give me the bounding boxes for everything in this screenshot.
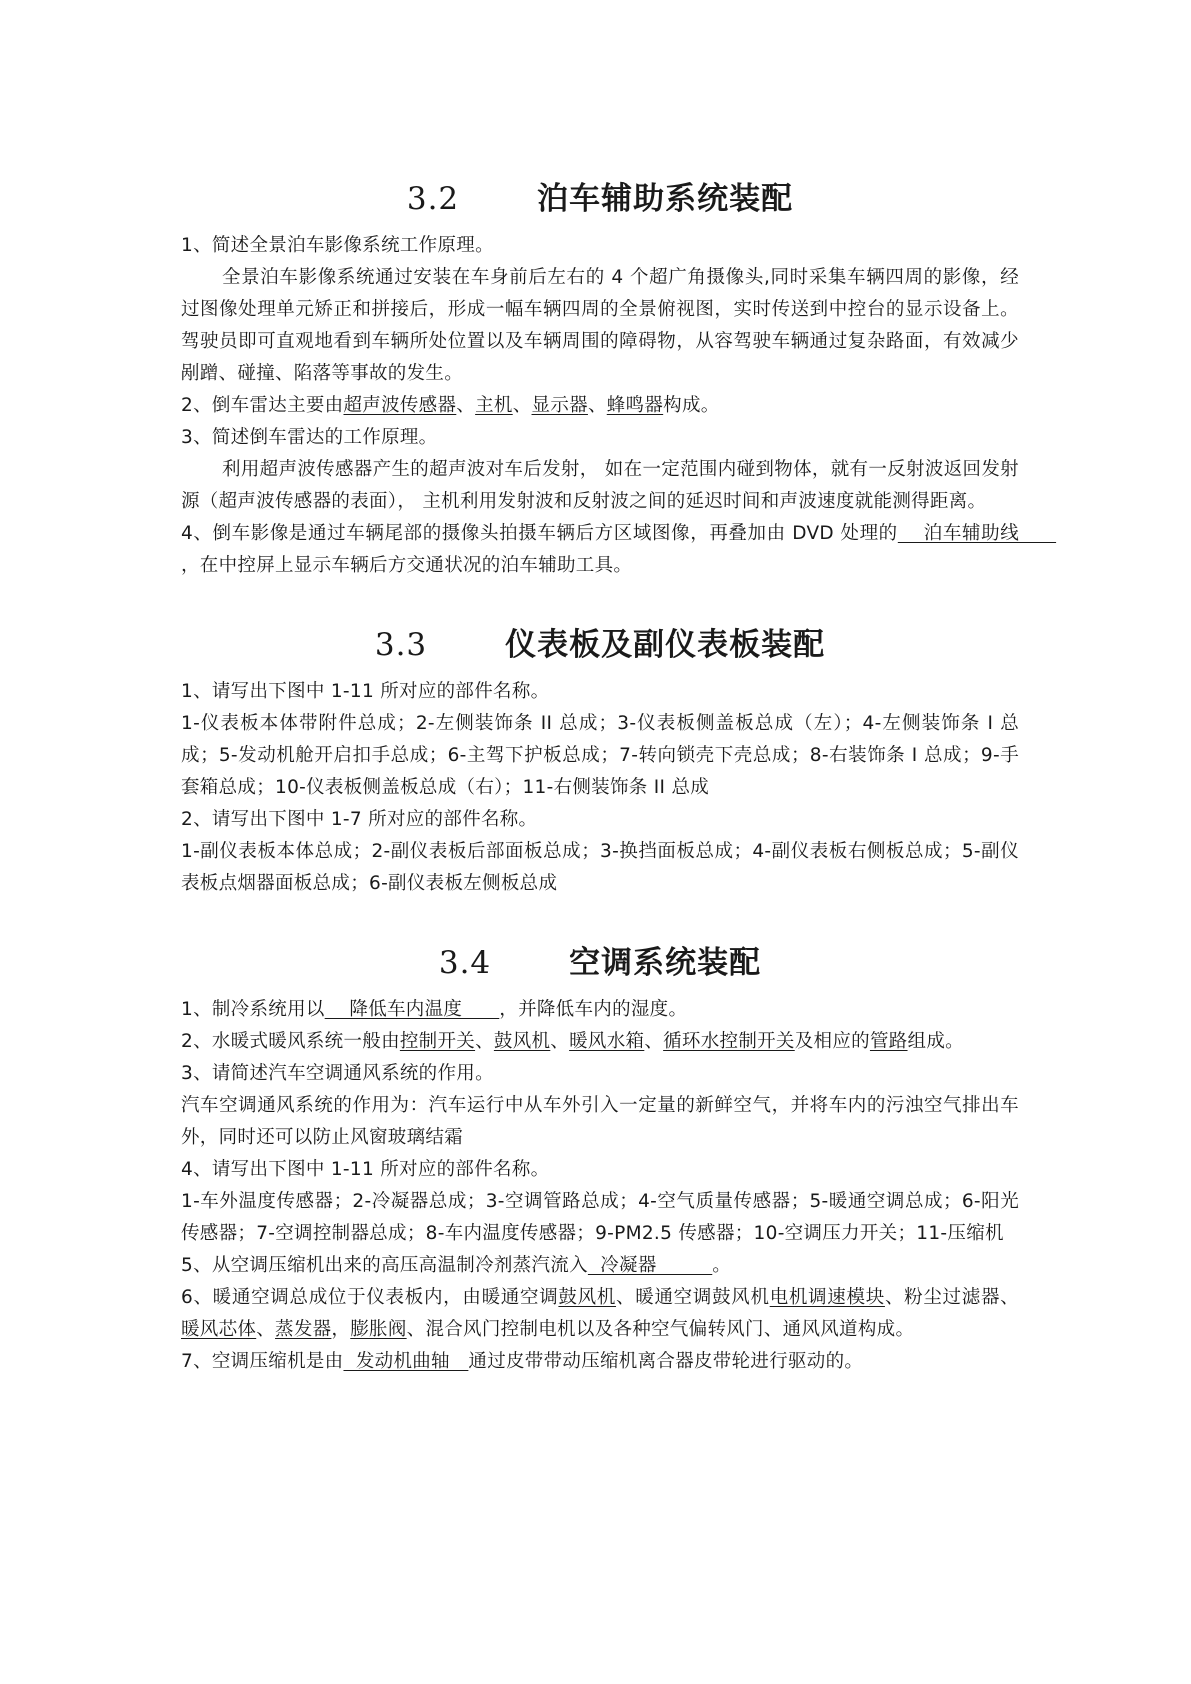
question-1 [181, 994, 1019, 1026]
section-3-4 [181, 944, 1019, 1378]
question-4 [181, 518, 1057, 582]
text: 及相应的 [794, 1031, 870, 1052]
question-4: 4、请写出下图中 1-11 所对应的部件名称。 [181, 1159, 550, 1180]
text: 、 [512, 395, 532, 416]
answer-blank: 超声波传感器 [343, 395, 457, 416]
answer-1: 全景泊车影像系统通过安装在车身前后左右的 4 个超广角摄像头,同时采集车辆四周的影像，经过图像处理单元矫正和拼接后，形成一幅车辆四周的全景俯视图，实时传送到中控台的显示设备上。驾驶员即可直观地看到车辆所处位置以及车辆周围的障碍物，从容驾驶车辆通过复杂路面，有效减少剐蹭、碰撞、陷落等事故的发生。 [181, 267, 1019, 384]
answer-blank: 鼓风机 [558, 1287, 617, 1308]
text: 6、暖通空调总成位于仪表板内，由暖通空调 [181, 1287, 559, 1308]
answer-blank: 暖风芯体 [181, 1319, 257, 1340]
answer-blank: 冷凝器 [587, 1255, 713, 1276]
text: 、暖通空调鼓风机 [616, 1287, 770, 1308]
text: 4、倒车影像是通过车辆尾部的摄像头拍摄车辆后方区域图像，再叠加由 DVD 处理的 [181, 523, 898, 544]
answer-2: 1-副仪表板本体总成；2-副仪表板后部面板总成；3-换挡面板总成；4-副仪表板右侧板总成；5-副仪表板点烟器面板总成；6-副仪表板左侧板总成 [181, 841, 1019, 894]
text: 1、制冷系统用以 [181, 999, 325, 1020]
answer-blank: 管路 [869, 1031, 908, 1052]
section-title: 仪表板及副仪表板装配 [505, 627, 826, 663]
text: ，在中控屏上显示车辆后方交通状况的泊车辅助工具。 [181, 555, 633, 576]
text: 2、倒车雷达主要由 [181, 395, 344, 416]
answer-blank: 膨胀阀 [350, 1319, 407, 1340]
answer-blank: 主机 [475, 395, 513, 416]
answer-blank: 显示器 [531, 395, 588, 416]
text: 构成。 [663, 395, 720, 416]
question-6 [181, 1282, 1019, 1346]
answer-blank: 控制开关 [399, 1031, 476, 1052]
question-2 [181, 1026, 1019, 1058]
answer-blank: 降低车内温度 [324, 999, 500, 1020]
question-2: 2、请写出下图中 1-7 所对应的部件名称。 [181, 809, 538, 830]
answer-blank: 鼓风机 [493, 1031, 551, 1052]
answer-1: 1-仪表板本体带附件总成；2-左侧装饰条 II 总成；3-仪表板侧盖板总成（左）；4-左侧装饰条 I 总成；5-发动机舱开启扣手总成；6-主驾下护板总成；7-转向锁壳下壳总成；8-右装饰条 I 总成；9-手套箱总成；10-仪表板侧盖板总成（右）；11-右侧装饰条 II 总成 [181, 713, 1019, 798]
section-number: 3.3 [374, 627, 428, 663]
section-heading [181, 626, 1019, 664]
text: 7、空调压缩机是由 [181, 1351, 344, 1372]
text: 、 [587, 395, 607, 416]
section-title: 空调系统装配 [569, 945, 762, 981]
section-title: 泊车辅助系统装配 [537, 181, 794, 217]
answer-4: 1-车外温度传感器；2-冷凝器总成；3-空调管路总成；4-空气质量传感器；5-暖通空调总成；6-阳光传感器；7-空调控制器总成；8-车内温度传感器；9-PM2.5 传感器；10-空调压力开关；11-压缩机 [181, 1191, 1019, 1244]
section-number: 3.2 [406, 181, 460, 217]
question-5 [181, 1250, 1019, 1282]
text: 、混合风门控制电机以及各种空气偏转风门、通风风道构成。 [406, 1319, 915, 1340]
question-7 [181, 1346, 1019, 1378]
text: 5、从空调压缩机出来的高压高温制冷剂蒸汽流入 [181, 1255, 588, 1276]
question-3: 3、请简述汽车空调通风系统的作用。 [181, 1063, 494, 1084]
section-heading [181, 944, 1019, 982]
question-1: 1、简述全景泊车影像系统工作原理。 [181, 235, 494, 256]
text: ， [331, 1319, 351, 1340]
answer-blank: 蜂鸣器 [606, 395, 664, 416]
text: 、 [550, 1031, 570, 1052]
text: 、 [644, 1031, 664, 1052]
text: 、粉尘过滤器、 [884, 1287, 1019, 1308]
question-3: 3、简述倒车雷达的工作原理。 [181, 427, 438, 448]
answer-blank: 泊车辅助线 [897, 523, 1057, 544]
section-heading [181, 180, 1019, 218]
question-1: 1、请写出下图中 1-11 所对应的部件名称。 [181, 681, 550, 702]
answer-3: 利用超声波传感器产生的超声波对车后发射， 如在一定范围内碰到物体，就有一反射波返回发射源（超声波传感器的表面）， 主机利用发射波和反射波之间的延迟时间和声波速度就能测得距离。 [181, 459, 1019, 512]
answer-blank: 循环水控制开关 [663, 1031, 795, 1052]
answer-3: 汽车空调通风系统的作用为：汽车运行中从车外引入一定量的新鲜空气，并将车内的污浊空气排出车外，同时还可以防止风窗玻璃结霜 [181, 1095, 1019, 1148]
answer-blank: 暖风水箱 [569, 1031, 645, 1052]
text: ，并降低车内的湿度。 [499, 999, 688, 1020]
text: 通过皮带带动压缩机离合器皮带轮进行驱动的。 [468, 1351, 864, 1372]
text: 2、水暖式暖风系统一般由 [181, 1031, 400, 1052]
answer-blank: 蒸发器 [275, 1319, 332, 1340]
text: 、 [475, 1031, 494, 1052]
section-3-2 [181, 180, 1057, 582]
section-number: 3.4 [438, 945, 492, 981]
answer-blank: 电机调速模块 [769, 1287, 885, 1308]
document-page [181, 180, 1057, 1378]
text: 、 [456, 395, 476, 416]
text: 组成。 [907, 1031, 964, 1052]
answer-blank: 发动机曲轴 [343, 1351, 469, 1372]
section-3-3 [181, 626, 1019, 900]
question-2 [181, 390, 1019, 422]
text: 、 [256, 1319, 276, 1340]
text: 。 [712, 1255, 732, 1276]
